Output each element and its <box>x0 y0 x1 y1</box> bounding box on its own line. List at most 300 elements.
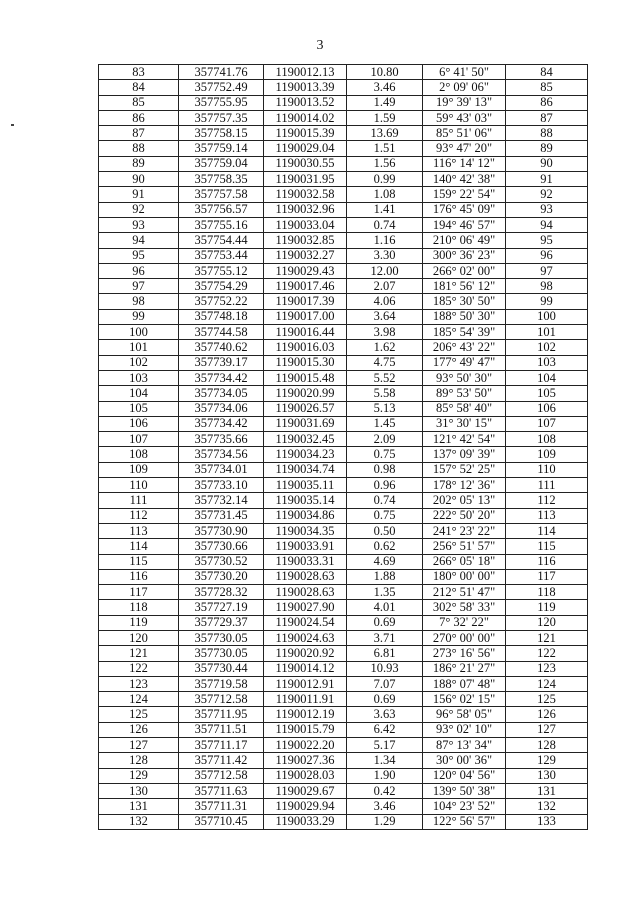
distance-cell: 13.69 <box>347 126 423 141</box>
x-coordinate-cell: 357712.58 <box>179 692 264 707</box>
table-row <box>99 126 588 141</box>
y-coordinate-cell: 1190032.45 <box>264 432 347 447</box>
x-coordinate-cell: 357732.14 <box>179 493 264 508</box>
x-coordinate-cell: 357755.95 <box>179 95 264 110</box>
table-row <box>99 263 588 278</box>
distance-cell: 4.06 <box>347 294 423 309</box>
x-coordinate-cell: 357728.32 <box>179 585 264 600</box>
point-from-cell: 127 <box>99 738 179 753</box>
bearing-cell: 121° 42' 54" <box>423 432 506 447</box>
x-coordinate-cell: 357757.35 <box>179 110 264 125</box>
y-coordinate-cell: 1190028.63 <box>264 569 347 584</box>
y-coordinate-cell: 1190031.69 <box>264 416 347 431</box>
point-from-cell: 131 <box>99 799 179 814</box>
point-to-cell: 87 <box>506 110 588 125</box>
table-row <box>99 156 588 171</box>
y-coordinate-cell: 1190012.19 <box>264 707 347 722</box>
bearing-cell: 30° 00' 36" <box>423 753 506 768</box>
table-row <box>99 187 588 202</box>
point-to-cell: 90 <box>506 156 588 171</box>
distance-cell: 1.62 <box>347 340 423 355</box>
x-coordinate-cell: 357757.58 <box>179 187 264 202</box>
point-to-cell: 111 <box>506 478 588 493</box>
y-coordinate-cell: 1190020.99 <box>264 386 347 401</box>
table-row <box>99 630 588 645</box>
bearing-cell: 212° 51' 47" <box>423 585 506 600</box>
x-coordinate-cell: 357730.05 <box>179 630 264 645</box>
point-to-cell: 103 <box>506 355 588 370</box>
bearing-cell: 300° 36' 23" <box>423 248 506 263</box>
point-from-cell: 126 <box>99 722 179 737</box>
point-from-cell: 92 <box>99 202 179 217</box>
point-from-cell: 122 <box>99 661 179 676</box>
distance-cell: 3.98 <box>347 325 423 340</box>
table-row <box>99 554 588 569</box>
x-coordinate-cell: 357755.16 <box>179 217 264 232</box>
point-to-cell: 93 <box>506 202 588 217</box>
point-from-cell: 84 <box>99 80 179 95</box>
point-to-cell: 97 <box>506 263 588 278</box>
x-coordinate-cell: 357727.19 <box>179 600 264 615</box>
point-from-cell: 100 <box>99 325 179 340</box>
table-row <box>99 615 588 630</box>
table-row <box>99 692 588 707</box>
bearing-cell: 266° 05' 18" <box>423 554 506 569</box>
page-number: 3 <box>316 38 324 53</box>
y-coordinate-cell: 1190015.39 <box>264 126 347 141</box>
distance-cell: 0.50 <box>347 523 423 538</box>
table-row <box>99 722 588 737</box>
bearing-cell: 89° 53' 50" <box>423 386 506 401</box>
y-coordinate-cell: 1190035.11 <box>264 478 347 493</box>
distance-cell: 6.42 <box>347 722 423 737</box>
x-coordinate-cell: 357739.17 <box>179 355 264 370</box>
bearing-cell: 93° 47' 20" <box>423 141 506 156</box>
y-coordinate-cell: 1190012.13 <box>264 65 347 80</box>
point-to-cell: 121 <box>506 630 588 645</box>
table-row <box>99 768 588 783</box>
x-coordinate-cell: 357734.05 <box>179 386 264 401</box>
point-to-cell: 84 <box>506 65 588 80</box>
table-row <box>99 309 588 324</box>
distance-cell: 1.08 <box>347 187 423 202</box>
x-coordinate-cell: 357729.37 <box>179 615 264 630</box>
x-coordinate-cell: 357735.66 <box>179 432 264 447</box>
x-coordinate-cell: 357734.01 <box>179 462 264 477</box>
point-from-cell: 90 <box>99 172 179 187</box>
coordinates-table-body <box>99 65 588 830</box>
point-to-cell: 112 <box>506 493 588 508</box>
y-coordinate-cell: 1190031.95 <box>264 172 347 187</box>
distance-cell: 0.96 <box>347 478 423 493</box>
point-from-cell: 117 <box>99 585 179 600</box>
distance-cell: 5.58 <box>347 386 423 401</box>
y-coordinate-cell: 1190024.54 <box>264 615 347 630</box>
distance-cell: 0.75 <box>347 508 423 523</box>
distance-cell: 0.74 <box>347 493 423 508</box>
x-coordinate-cell: 357744.58 <box>179 325 264 340</box>
x-coordinate-cell: 357752.49 <box>179 80 264 95</box>
bearing-cell: 159° 22' 54" <box>423 187 506 202</box>
point-from-cell: 98 <box>99 294 179 309</box>
point-to-cell: 99 <box>506 294 588 309</box>
point-from-cell: 85 <box>99 95 179 110</box>
x-coordinate-cell: 357756.57 <box>179 202 264 217</box>
bearing-cell: 140° 42' 38" <box>423 172 506 187</box>
bearing-cell: 93° 02' 10" <box>423 722 506 737</box>
distance-cell: 0.74 <box>347 217 423 232</box>
y-coordinate-cell: 1190020.92 <box>264 646 347 661</box>
y-coordinate-cell: 1190015.30 <box>264 355 347 370</box>
point-to-cell: 98 <box>506 279 588 294</box>
distance-cell: 1.49 <box>347 95 423 110</box>
point-to-cell: 110 <box>506 462 588 477</box>
x-coordinate-cell: 357740.62 <box>179 340 264 355</box>
point-from-cell: 91 <box>99 187 179 202</box>
x-coordinate-cell: 357710.45 <box>179 814 264 829</box>
x-coordinate-cell: 357753.44 <box>179 248 264 263</box>
distance-cell: 5.52 <box>347 370 423 385</box>
distance-cell: 6.81 <box>347 646 423 661</box>
bearing-cell: 104° 23' 52" <box>423 799 506 814</box>
point-from-cell: 115 <box>99 554 179 569</box>
table-row <box>99 799 588 814</box>
bearing-cell: 180° 00' 00" <box>423 569 506 584</box>
bearing-cell: 188° 07' 48" <box>423 676 506 691</box>
x-coordinate-cell: 357755.12 <box>179 263 264 278</box>
y-coordinate-cell: 1190032.85 <box>264 233 347 248</box>
table-row <box>99 508 588 523</box>
y-coordinate-cell: 1190034.86 <box>264 508 347 523</box>
bearing-cell: 137° 09' 39" <box>423 447 506 462</box>
point-from-cell: 132 <box>99 814 179 829</box>
point-to-cell: 102 <box>506 340 588 355</box>
bearing-cell: 59° 43' 03" <box>423 110 506 125</box>
stray-mark <box>11 124 14 126</box>
point-from-cell: 87 <box>99 126 179 141</box>
table-row <box>99 493 588 508</box>
y-coordinate-cell: 1190030.55 <box>264 156 347 171</box>
point-from-cell: 104 <box>99 386 179 401</box>
table-row <box>99 370 588 385</box>
x-coordinate-cell: 357734.56 <box>179 447 264 462</box>
table-row <box>99 462 588 477</box>
bearing-cell: 93° 50' 30" <box>423 370 506 385</box>
distance-cell: 1.88 <box>347 569 423 584</box>
bearing-cell: 156° 02' 15" <box>423 692 506 707</box>
bearing-cell: 206° 43' 22" <box>423 340 506 355</box>
table-row <box>99 600 588 615</box>
distance-cell: 3.46 <box>347 799 423 814</box>
table-row <box>99 95 588 110</box>
point-to-cell: 96 <box>506 248 588 263</box>
point-to-cell: 115 <box>506 539 588 554</box>
table-row <box>99 65 588 80</box>
distance-cell: 1.35 <box>347 585 423 600</box>
table-row <box>99 416 588 431</box>
y-coordinate-cell: 1190033.29 <box>264 814 347 829</box>
x-coordinate-cell: 357711.95 <box>179 707 264 722</box>
point-from-cell: 103 <box>99 370 179 385</box>
point-from-cell: 130 <box>99 783 179 798</box>
bearing-cell: 96° 58' 05" <box>423 707 506 722</box>
bearing-cell: 181° 56' 12" <box>423 279 506 294</box>
y-coordinate-cell: 1190034.23 <box>264 447 347 462</box>
table-row <box>99 355 588 370</box>
y-coordinate-cell: 1190033.91 <box>264 539 347 554</box>
distance-cell: 3.63 <box>347 707 423 722</box>
bearing-cell: 31° 30' 15" <box>423 416 506 431</box>
point-to-cell: 85 <box>506 80 588 95</box>
distance-cell: 2.07 <box>347 279 423 294</box>
point-to-cell: 100 <box>506 309 588 324</box>
distance-cell: 2.09 <box>347 432 423 447</box>
distance-cell: 1.16 <box>347 233 423 248</box>
point-to-cell: 88 <box>506 126 588 141</box>
table-row <box>99 325 588 340</box>
x-coordinate-cell: 357711.63 <box>179 783 264 798</box>
point-from-cell: 108 <box>99 447 179 462</box>
coordinates-table <box>98 64 588 830</box>
distance-cell: 1.45 <box>347 416 423 431</box>
bearing-cell: 270° 00' 00" <box>423 630 506 645</box>
point-from-cell: 114 <box>99 539 179 554</box>
bearing-cell: 2° 09' 06" <box>423 80 506 95</box>
x-coordinate-cell: 357711.17 <box>179 738 264 753</box>
point-to-cell: 130 <box>506 768 588 783</box>
distance-cell: 3.30 <box>347 248 423 263</box>
point-from-cell: 94 <box>99 233 179 248</box>
point-from-cell: 110 <box>99 478 179 493</box>
distance-cell: 0.69 <box>347 615 423 630</box>
point-from-cell: 128 <box>99 753 179 768</box>
distance-cell: 0.69 <box>347 692 423 707</box>
distance-cell: 0.98 <box>347 462 423 477</box>
table-row <box>99 707 588 722</box>
bearing-cell: 6° 41' 50" <box>423 65 506 80</box>
y-coordinate-cell: 1190033.04 <box>264 217 347 232</box>
y-coordinate-cell: 1190017.39 <box>264 294 347 309</box>
y-coordinate-cell: 1190027.90 <box>264 600 347 615</box>
bearing-cell: 7° 32' 22" <box>423 615 506 630</box>
point-from-cell: 129 <box>99 768 179 783</box>
distance-cell: 10.80 <box>347 65 423 80</box>
bearing-cell: 85° 51' 06" <box>423 126 506 141</box>
x-coordinate-cell: 357734.42 <box>179 370 264 385</box>
point-from-cell: 99 <box>99 309 179 324</box>
x-coordinate-cell: 357711.51 <box>179 722 264 737</box>
table-row <box>99 279 588 294</box>
point-to-cell: 94 <box>506 217 588 232</box>
point-from-cell: 123 <box>99 676 179 691</box>
point-to-cell: 129 <box>506 753 588 768</box>
x-coordinate-cell: 357730.90 <box>179 523 264 538</box>
x-coordinate-cell: 357730.52 <box>179 554 264 569</box>
distance-cell: 1.41 <box>347 202 423 217</box>
bearing-cell: 116° 14' 12" <box>423 156 506 171</box>
bearing-cell: 120° 04' 56" <box>423 768 506 783</box>
distance-cell: 12.00 <box>347 263 423 278</box>
distance-cell: 1.51 <box>347 141 423 156</box>
distance-cell: 0.42 <box>347 783 423 798</box>
distance-cell: 3.71 <box>347 630 423 645</box>
y-coordinate-cell: 1190013.39 <box>264 80 347 95</box>
x-coordinate-cell: 357734.06 <box>179 401 264 416</box>
table-row <box>99 676 588 691</box>
point-to-cell: 123 <box>506 661 588 676</box>
point-from-cell: 109 <box>99 462 179 477</box>
x-coordinate-cell: 357758.15 <box>179 126 264 141</box>
bearing-cell: 202° 05' 13" <box>423 493 506 508</box>
point-to-cell: 108 <box>506 432 588 447</box>
y-coordinate-cell: 1190017.46 <box>264 279 347 294</box>
y-coordinate-cell: 1190012.91 <box>264 676 347 691</box>
point-to-cell: 120 <box>506 615 588 630</box>
distance-cell: 4.75 <box>347 355 423 370</box>
bearing-cell: 302° 58' 33" <box>423 600 506 615</box>
point-from-cell: 95 <box>99 248 179 263</box>
table-row <box>99 233 588 248</box>
table-row <box>99 141 588 156</box>
y-coordinate-cell: 1190034.74 <box>264 462 347 477</box>
x-coordinate-cell: 357759.14 <box>179 141 264 156</box>
point-from-cell: 101 <box>99 340 179 355</box>
table-row <box>99 294 588 309</box>
y-coordinate-cell: 1190017.00 <box>264 309 347 324</box>
distance-cell: 0.75 <box>347 447 423 462</box>
bearing-cell: 256° 51' 57" <box>423 539 506 554</box>
bearing-cell: 222° 50' 20" <box>423 508 506 523</box>
x-coordinate-cell: 357731.45 <box>179 508 264 523</box>
point-from-cell: 121 <box>99 646 179 661</box>
table-row <box>99 172 588 187</box>
x-coordinate-cell: 357733.10 <box>179 478 264 493</box>
table-row <box>99 646 588 661</box>
x-coordinate-cell: 357730.44 <box>179 661 264 676</box>
y-coordinate-cell: 1190024.63 <box>264 630 347 645</box>
distance-cell: 10.93 <box>347 661 423 676</box>
table-row <box>99 401 588 416</box>
bearing-cell: 177° 49' 47" <box>423 355 506 370</box>
y-coordinate-cell: 1190028.63 <box>264 585 347 600</box>
distance-cell: 5.13 <box>347 401 423 416</box>
point-from-cell: 83 <box>99 65 179 80</box>
point-from-cell: 97 <box>99 279 179 294</box>
bearing-cell: 178° 12' 36" <box>423 478 506 493</box>
distance-cell: 7.07 <box>347 676 423 691</box>
point-to-cell: 107 <box>506 416 588 431</box>
point-from-cell: 89 <box>99 156 179 171</box>
x-coordinate-cell: 357754.44 <box>179 233 264 248</box>
distance-cell: 1.34 <box>347 753 423 768</box>
bearing-cell: 176° 45' 09" <box>423 202 506 217</box>
point-to-cell: 114 <box>506 523 588 538</box>
distance-cell: 4.69 <box>347 554 423 569</box>
table-row <box>99 738 588 753</box>
point-from-cell: 120 <box>99 630 179 645</box>
point-from-cell: 112 <box>99 508 179 523</box>
bearing-cell: 210° 06' 49" <box>423 233 506 248</box>
point-from-cell: 102 <box>99 355 179 370</box>
point-from-cell: 93 <box>99 217 179 232</box>
y-coordinate-cell: 1190032.96 <box>264 202 347 217</box>
distance-cell: 0.99 <box>347 172 423 187</box>
distance-cell: 1.29 <box>347 814 423 829</box>
y-coordinate-cell: 1190016.03 <box>264 340 347 355</box>
y-coordinate-cell: 1190013.52 <box>264 95 347 110</box>
x-coordinate-cell: 357734.42 <box>179 416 264 431</box>
point-to-cell: 132 <box>506 799 588 814</box>
point-to-cell: 109 <box>506 447 588 462</box>
x-coordinate-cell: 357730.20 <box>179 569 264 584</box>
y-coordinate-cell: 1190032.58 <box>264 187 347 202</box>
bearing-cell: 85° 58' 40" <box>423 401 506 416</box>
bearing-cell: 241° 23' 22" <box>423 523 506 538</box>
bearing-cell: 186° 21' 27" <box>423 661 506 676</box>
x-coordinate-cell: 357711.42 <box>179 753 264 768</box>
point-to-cell: 122 <box>506 646 588 661</box>
distance-cell: 3.64 <box>347 309 423 324</box>
y-coordinate-cell: 1190015.48 <box>264 370 347 385</box>
point-from-cell: 96 <box>99 263 179 278</box>
bearing-cell: 188° 50' 30" <box>423 309 506 324</box>
table-row <box>99 202 588 217</box>
x-coordinate-cell: 357752.22 <box>179 294 264 309</box>
point-from-cell: 107 <box>99 432 179 447</box>
y-coordinate-cell: 1190026.57 <box>264 401 347 416</box>
point-to-cell: 125 <box>506 692 588 707</box>
point-to-cell: 133 <box>506 814 588 829</box>
point-to-cell: 127 <box>506 722 588 737</box>
table-row <box>99 585 588 600</box>
bearing-cell: 19° 39' 13" <box>423 95 506 110</box>
table-row <box>99 523 588 538</box>
point-to-cell: 116 <box>506 554 588 569</box>
bearing-cell: 157° 52' 25" <box>423 462 506 477</box>
x-coordinate-cell: 357730.05 <box>179 646 264 661</box>
distance-cell: 4.01 <box>347 600 423 615</box>
point-from-cell: 106 <box>99 416 179 431</box>
point-from-cell: 119 <box>99 615 179 630</box>
point-from-cell: 86 <box>99 110 179 125</box>
table-row <box>99 539 588 554</box>
point-to-cell: 117 <box>506 569 588 584</box>
bearing-cell: 122° 56' 57" <box>423 814 506 829</box>
bearing-cell: 139° 50' 38" <box>423 783 506 798</box>
x-coordinate-cell: 357730.66 <box>179 539 264 554</box>
y-coordinate-cell: 1190014.02 <box>264 110 347 125</box>
table-row <box>99 248 588 263</box>
point-from-cell: 105 <box>99 401 179 416</box>
bearing-cell: 273° 16' 56" <box>423 646 506 661</box>
point-from-cell: 118 <box>99 600 179 615</box>
point-to-cell: 124 <box>506 676 588 691</box>
x-coordinate-cell: 357719.58 <box>179 676 264 691</box>
table-row <box>99 432 588 447</box>
y-coordinate-cell: 1190033.31 <box>264 554 347 569</box>
y-coordinate-cell: 1190022.20 <box>264 738 347 753</box>
y-coordinate-cell: 1190034.35 <box>264 523 347 538</box>
y-coordinate-cell: 1190029.94 <box>264 799 347 814</box>
table-row <box>99 783 588 798</box>
y-coordinate-cell: 1190029.04 <box>264 141 347 156</box>
point-to-cell: 131 <box>506 783 588 798</box>
y-coordinate-cell: 1190035.14 <box>264 493 347 508</box>
x-coordinate-cell: 357712.58 <box>179 768 264 783</box>
table-row <box>99 386 588 401</box>
table-row <box>99 569 588 584</box>
x-coordinate-cell: 357711.31 <box>179 799 264 814</box>
